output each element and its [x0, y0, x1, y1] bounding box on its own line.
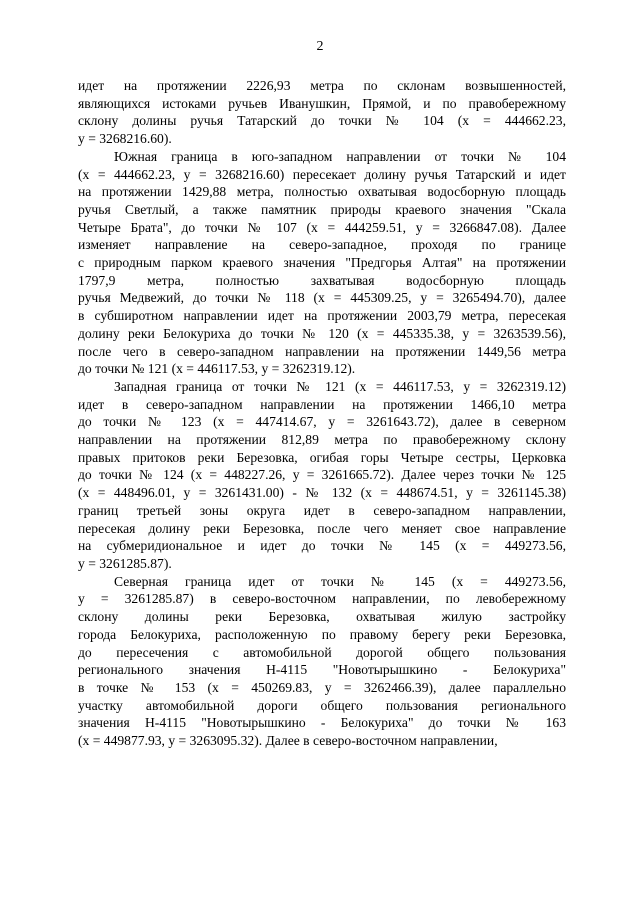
- document-body: [78, 77, 566, 750]
- text-line: до точки № 121 (x = 446117.53, y = 3262319.12).: [78, 361, 356, 377]
- paragraph: [78, 77, 566, 148]
- paragraph: [78, 148, 566, 378]
- text-line: до пересечения с автомобильной дорогой общего пользования: [78, 644, 566, 660]
- text-line: на протяжении 1429,88 метра, полностью охватывая водосборную площадь: [78, 184, 566, 200]
- text-line: склону долины реки Березовка, охватывая жилую застройку: [78, 609, 566, 625]
- text-line: участку автомобильной дороги общего пользования регионального: [78, 697, 566, 713]
- text-line: долину реки Белокуриха до точки № 120 (x = 445335.38, y = 3263539.56),: [78, 325, 566, 341]
- text-line: после чего в северо-западном направлении на протяжении 1449,56 метра: [78, 343, 566, 359]
- text-line: идет на протяжении 2226,93 метра по склонам возвышенностей,: [78, 78, 566, 93]
- text-line: y = 3261285.87) в северо-восточном направлении, по левобережному: [78, 591, 566, 607]
- page-number: 2: [316, 39, 324, 54]
- text-line: ручья Светлый, а также памятник природы краевого значения "Скала: [78, 201, 566, 217]
- text-line: города Белокуриха, расположенную по правому берегу реки Березовка,: [78, 626, 566, 642]
- text-line: изменяет направление на северо-западное, проходя по границе: [78, 237, 566, 253]
- text-line: регионального значения Н-4115 "Новотырышкино - Белокуриха": [78, 662, 566, 678]
- text-line: y = 3268216.60).: [78, 131, 172, 147]
- text-line: с природным парком краевого значения "Предгорья Алтая" на протяжении: [78, 255, 566, 271]
- text-line: y = 3261285.87).: [78, 555, 172, 571]
- text-line: пересекая долину реки Березовка, после чего меняет свое направление: [78, 520, 566, 536]
- text-line: Четыре Брата", до точки № 107 (x = 444259.51, y = 3266847.08). Далее: [78, 219, 566, 235]
- text-line: являющихся истоками ручьев Иванушкин, Прямой, и по правобережному: [78, 95, 566, 111]
- paragraph: [78, 378, 566, 573]
- text-line: 1797,9 метра, полностью захватывая водосборную площадь: [78, 272, 566, 288]
- text-line: (x = 449877.93, y = 3263095.32). Далее в северо-восточном направлении,: [78, 733, 498, 749]
- text-line: (x = 448496.01, y = 3261431.00) - № 132 (x = 448674.51, y = 3261145.38): [78, 485, 566, 501]
- text-line: на субмеридиональное и идет до точки № 145 (x = 449273.56,: [78, 538, 566, 554]
- text-line: идет в северо-западном направлении на протяжении 1466,10 метра: [78, 396, 566, 412]
- text-line: Южная граница в юго-западном направлении от точки № 104: [114, 148, 566, 164]
- text-line: до точки № 124 (x = 448227.26, y = 3261665.72). Далее через точки № 125: [78, 467, 566, 483]
- text-line: Западная граница от точки № 121 (x = 446117.53, y = 3262319.12): [114, 378, 566, 394]
- text-line: в субширотном направлении идет на протяжении 2003,79 метра, пересекая: [78, 308, 566, 324]
- text-line: границ третьей зоны округа идет в северо-западном направлении,: [78, 502, 566, 518]
- text-line: значения Н-4115 "Новотырышкино - Белокуриха" до точки № 163: [78, 715, 566, 731]
- paragraph: [78, 573, 566, 750]
- text-line: направлении на протяжении 812,89 метра по правобережному склону: [78, 432, 566, 448]
- text-line: склону долины ручья Татарский до точки № 104 (x = 444662.23,: [78, 113, 566, 129]
- text-line: ручья Медвежий, до точки № 118 (x = 445309.25, y = 3265494.70), далее: [78, 290, 566, 306]
- text-line: (x = 444662.23, y = 3268216.60) пересекает долину ручья Татарский и идет: [78, 166, 566, 182]
- text-line: правых притоков реки Березовка, огибая горы Четыре сестры, Церковка: [78, 449, 566, 465]
- text-line: Северная граница идет от точки № 145 (x = 449273.56,: [114, 573, 566, 589]
- text-line: в точке № 153 (x = 450269.83, y = 3262466.39), далее параллельно: [78, 679, 566, 695]
- text-line: до точки № 123 (x = 447414.67, y = 3261643.72), далее в северном: [78, 414, 566, 430]
